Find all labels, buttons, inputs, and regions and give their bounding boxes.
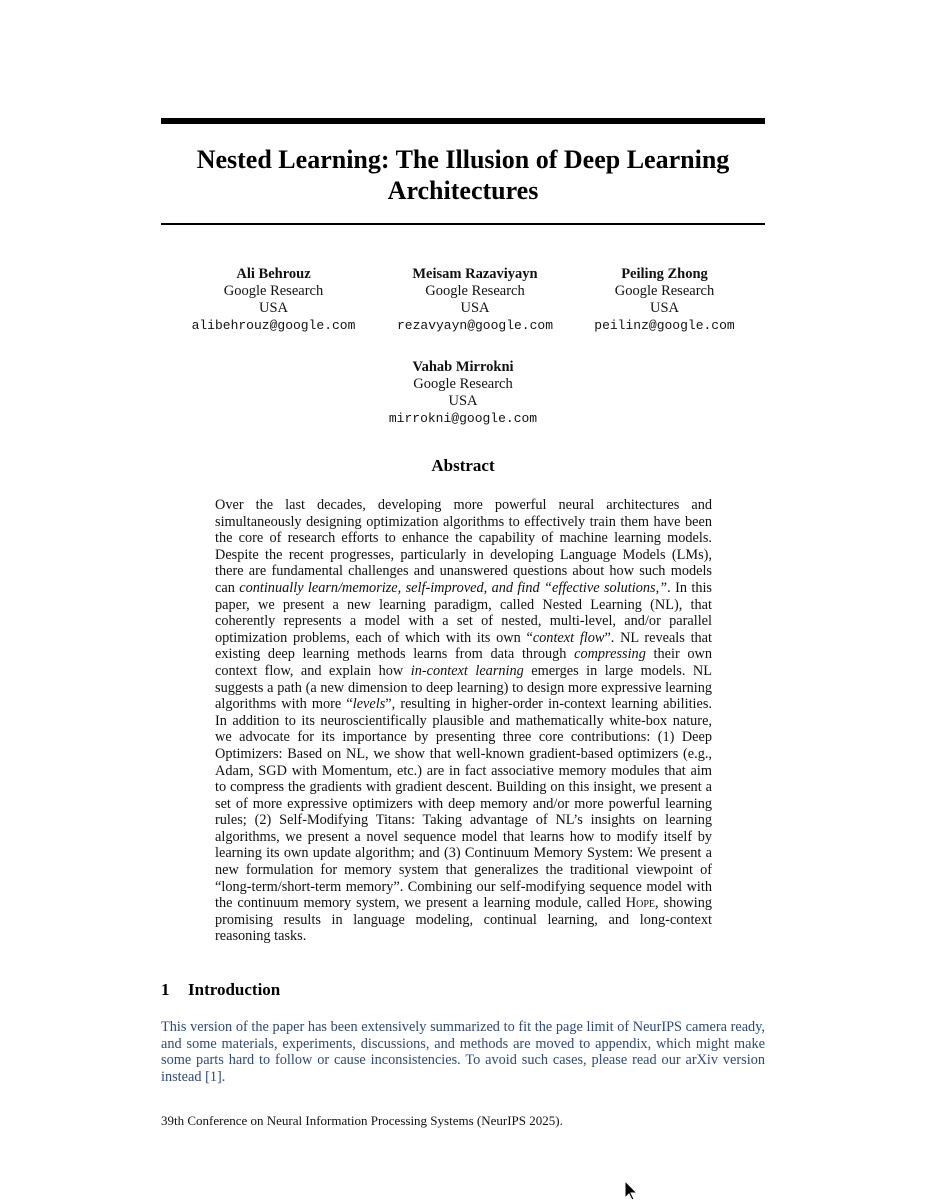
author-block-zhong [587, 266, 742, 334]
abstract-segment: , showing promising results in language modeling, continual learning, and long-context reasoning tasks. [215, 895, 712, 945]
author-affiliation: Google Research [425, 283, 525, 299]
author-name: Vahab Mirrokni [412, 359, 514, 375]
abstract-emphasis: in-context learning [410, 662, 524, 679]
author-name: Meisam Razaviyayn [412, 266, 538, 282]
author-name: Ali Behrouz [236, 266, 311, 282]
mouse-pointer-icon [624, 1180, 640, 1200]
author-block-mirrokni [373, 359, 553, 427]
author-email: mirrokni@google.com [388, 411, 538, 426]
author-email: rezavyayn@google.com [396, 318, 554, 333]
section-title: Introduction [188, 980, 281, 999]
author-email: alibehrouz@google.com [191, 318, 356, 333]
title-bottom-rule [161, 223, 765, 225]
author-email: peilinz@google.com [594, 318, 735, 333]
author-name: Peiling Zhong [621, 266, 708, 282]
paper-title [161, 144, 765, 206]
author-affiliation: Google Research [223, 283, 324, 299]
author-country: USA [649, 300, 679, 316]
author-affiliation: Google Research [614, 283, 715, 299]
abstract-segment: ”, resulting in higher-order in-context learning abilities. In addition to its neuroscientifically plausible and mathematically white-box nature, we advocate for its importance by presenting three core contributions: (1) Deep Optimizers: Based on NL, we show that well-known gradient-based optimizers (e.g., Adam, SGD with Momentum, etc.) are in fact associative memory modules that aim to compress the gradients with gradient descent. Building on this insight, we present a set of more expressive optimizers with deep memory and/or more powerful learning rules; (2) Self-Modifying Titans: Taking advantage of NL’s insights on learning algorithms, we present a novel sequence model that learns how to modify itself by learning its own update algorithm; and (3) Continuum Memory System: We present a new formulation for memory system that generalizes the traditional viewpoint of “long-term/short-term memory”. Combining our self-modifying sequence model with the continuum memory system, we present a learning module, called [215, 696, 712, 912]
abstract-segment: their own context flow, and explain how [215, 646, 712, 679]
abstract-segment: . In this paper, we present a new learning paradigm, called Nested Learning (NL), that coherently represents a model with a set of nested, multi-level, and/or parallel optimization problems, each of which with its own “ [215, 579, 712, 646]
title-line-2: Architectures [387, 176, 539, 205]
abstract-text [215, 497, 712, 945]
intro-notice-link[interactable]: This version of the paper has been extensively summarized to fit the page limit of NeurIPS camera ready, and some materials, experiments, discussions, and methods are moved to appendix, which might make some parts hard to follow or cause inconsistencies. To avoid such cases, please read our arXiv version instead [1]. [161, 1019, 765, 1085]
abstract-emphasis: compressing [574, 646, 646, 663]
author-affiliation: Google Research [413, 376, 513, 392]
title-top-rule [161, 118, 765, 124]
abstract-segment: Over the last decades, developing more powerful neural architectures and simultaneously designing optimization algorithms to effectively train them have been the core of research efforts to enhance the capability of machine learning models. Despite the recent progresses, particularly in developing Language Models (LMs), there are fundamental challenges and unanswered questions about how such models can [215, 497, 712, 596]
section-heading-introduction [161, 980, 280, 1000]
author-block-razaviyayn [385, 266, 565, 334]
author-country: USA [460, 300, 490, 316]
author-block-behrouz [186, 266, 361, 334]
conference-footnote: 39th Conference on Neural Information Processing Systems (NeurIPS 2025). [161, 1113, 563, 1128]
abstract-segment: emerges in large models. NL suggests a path (a new dimension to deep learning) to design more expressive learning algorithms with more “ [215, 662, 712, 713]
hope-model-name: Hope [625, 895, 656, 912]
section-number: 1 [161, 980, 170, 999]
title-line-1: Nested Learning: The Illusion of Deep Learning [196, 145, 730, 174]
author-country: USA [258, 300, 288, 316]
abstract-segment: ”. NL reveals that existing deep learning methods learns from data through [215, 629, 713, 663]
abstract-emphasis: context flow [532, 629, 605, 646]
abstract-emphasis: levels [352, 696, 386, 713]
abstract-emphasis: continually learn/memorize, self-improved, and find “effective solutions,” [239, 579, 668, 596]
author-country: USA [448, 393, 478, 409]
abstract-heading: Abstract [431, 456, 495, 475]
